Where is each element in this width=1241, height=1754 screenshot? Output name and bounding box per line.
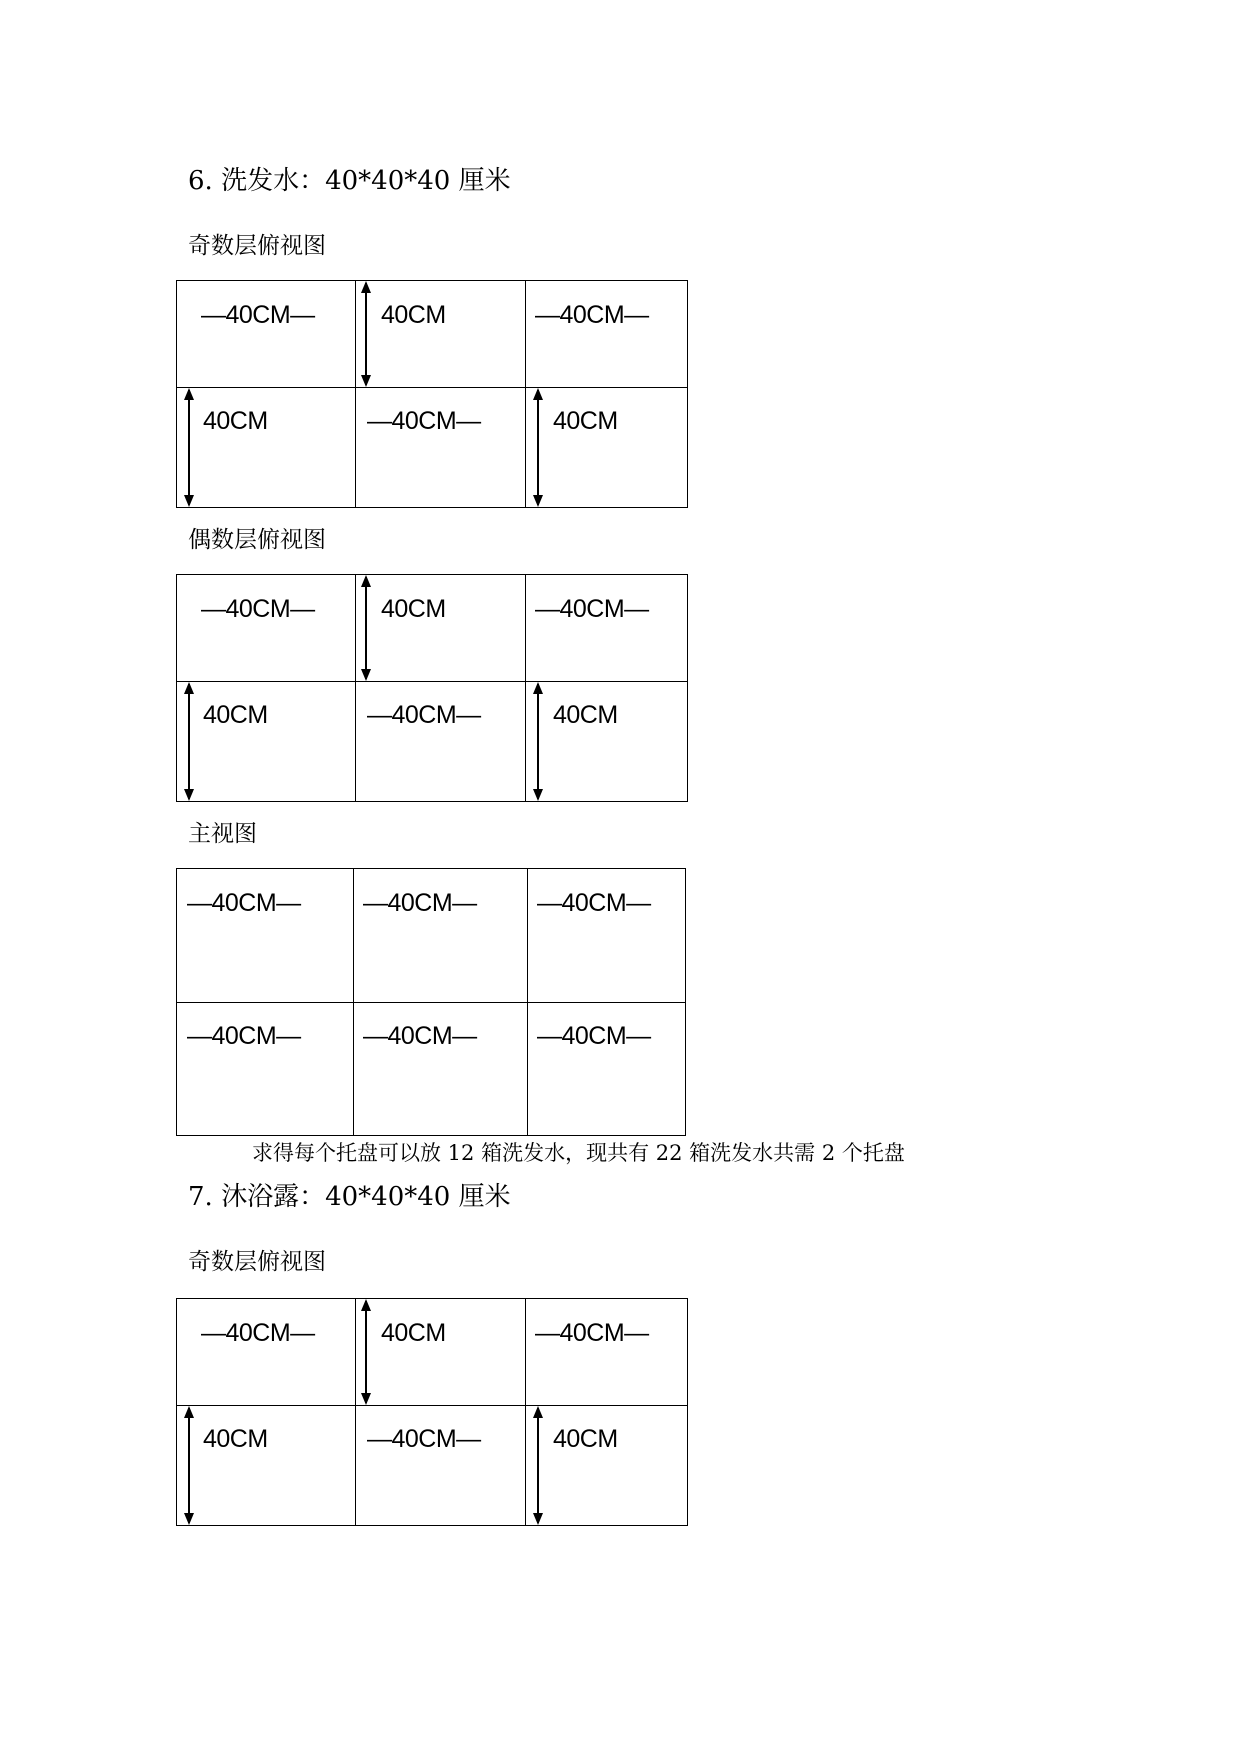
dimension-label: 40CM [203,407,268,435]
dimension-label: —40CM— [201,301,315,329]
grid-col-divider [355,1299,356,1525]
front-view-title: 主视图 [188,821,257,847]
dimension-label: 40CM [553,701,618,729]
dimension-label: —40CM— [363,1022,477,1050]
vertical-dimension-arrow [359,1299,373,1405]
grid-col-divider [525,281,526,507]
grid-col-divider [355,281,356,507]
section-7-heading: 7. 沐浴露：40*40*40 厘米 [188,1182,511,1212]
dimension-label: 40CM [553,1425,618,1453]
grid-row-divider [177,681,687,682]
vertical-dimension-arrow [182,1406,196,1525]
dimension-label: —40CM— [537,889,651,917]
dimension-label: 40CM [381,301,446,329]
front-view-grid [176,868,686,1136]
dimension-label: 40CM [203,701,268,729]
dimension-label: —40CM— [201,1319,315,1347]
vertical-dimension-arrow [182,388,196,507]
vertical-dimension-arrow [182,682,196,801]
grid-col-divider [353,869,354,1135]
vertical-dimension-arrow [359,575,373,681]
grid-col-divider [525,1299,526,1525]
dimension-label: —40CM— [535,1319,649,1347]
odd-layer-title: 奇数层俯视图 [188,1249,326,1275]
even-layer-title: 偶数层俯视图 [188,527,326,553]
grid-row-divider [177,1405,687,1406]
dimension-label: 40CM [203,1425,268,1453]
dimension-label: 40CM [553,407,618,435]
dimension-label: —40CM— [537,1022,651,1050]
vertical-dimension-arrow [531,388,545,507]
dimension-label: —40CM— [367,1425,481,1453]
grid-row-divider [177,1002,685,1003]
odd-layer-grid [176,1298,688,1526]
dimension-label: —40CM— [187,1022,301,1050]
dimension-label: 40CM [381,1319,446,1347]
vertical-dimension-arrow [531,1406,545,1525]
dimension-label: —40CM— [535,301,649,329]
dimension-label: —40CM— [363,889,477,917]
dimension-label: —40CM— [367,701,481,729]
grid-row-divider [177,387,687,388]
dimension-label: 40CM [381,595,446,623]
dimension-label: —40CM— [201,595,315,623]
dimension-label: —40CM— [367,407,481,435]
vertical-dimension-arrow [531,682,545,801]
odd-layer-grid [176,280,688,508]
dimension-label: —40CM— [535,595,649,623]
dimension-label: —40CM— [187,889,301,917]
grid-col-divider [355,575,356,801]
section-6-heading: 6. 洗发水：40*40*40 厘米 [188,166,511,196]
pallet-calculation-note: 求得每个托盘可以放 12 箱洗发水，现共有 22 箱洗发水共需 2 个托盘 [252,1141,905,1165]
vertical-dimension-arrow [359,281,373,387]
odd-layer-title: 奇数层俯视图 [188,233,326,259]
grid-col-divider [525,575,526,801]
grid-col-divider [527,869,528,1135]
even-layer-grid [176,574,688,802]
